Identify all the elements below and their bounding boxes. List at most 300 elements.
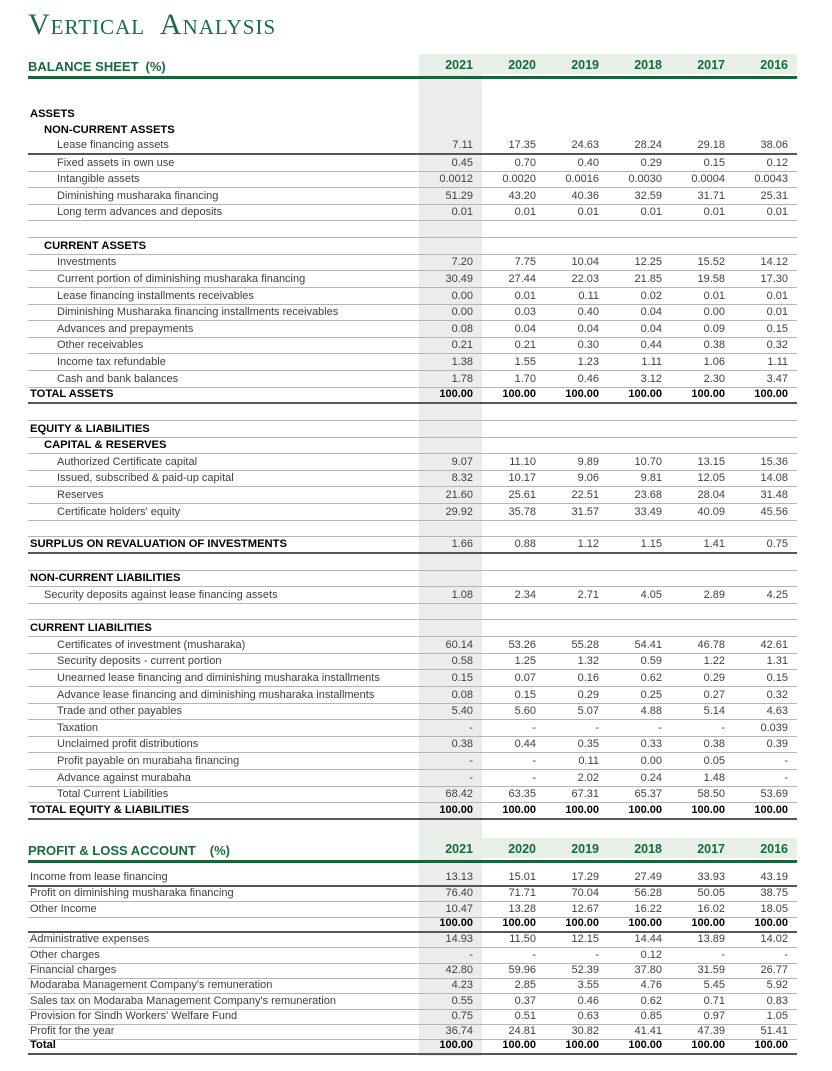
cell-value: 0.88 xyxy=(514,537,536,550)
cell-value: 100.00 xyxy=(565,917,599,930)
table-row xyxy=(28,948,797,963)
balance-sheet-header xyxy=(28,54,797,76)
cell-value: 3.47 xyxy=(766,372,788,385)
cell-value: 0.29 xyxy=(640,156,662,169)
profit-loss-header-rule xyxy=(28,860,797,863)
table-row xyxy=(28,454,797,471)
cell-value: - xyxy=(784,771,788,784)
cell-value: 100.00 xyxy=(628,388,662,401)
cell-value: 1.11 xyxy=(767,356,788,368)
row-label: Income from lease financing xyxy=(30,871,168,884)
cell-value: 19.58 xyxy=(697,272,725,285)
table-row xyxy=(28,238,797,255)
table-row xyxy=(28,654,797,671)
cell-value: - xyxy=(595,721,599,734)
row-label: Administrative expenses xyxy=(30,933,150,946)
row-label: Lease financing assets xyxy=(57,138,169,151)
cell-value: 0.75 xyxy=(766,537,788,550)
table-row xyxy=(28,1025,797,1040)
cell-value: 100.00 xyxy=(502,803,536,816)
cell-value: 0.40 xyxy=(577,156,599,169)
spacer-row xyxy=(28,221,797,238)
cell-value: - xyxy=(532,771,536,784)
cell-value: 3.12 xyxy=(640,372,662,385)
cell-value: 0.0004 xyxy=(691,173,725,186)
cell-value: 59.96 xyxy=(508,963,536,976)
table-row xyxy=(28,571,797,588)
cell-value: 1.38 xyxy=(451,356,473,368)
cell-value: 51.29 xyxy=(445,189,473,202)
cell-value: 11.10 xyxy=(509,455,536,468)
cell-value: 63.35 xyxy=(508,788,536,801)
cell-value: 0.11 xyxy=(578,289,599,302)
cell-value: 16.22 xyxy=(634,902,662,915)
cell-value: 1.06 xyxy=(703,356,725,368)
cell-value: 25.61 xyxy=(508,489,536,501)
cell-value: 1.22 xyxy=(703,655,725,668)
cell-value: 0.02 xyxy=(640,289,662,302)
cell-value: 28.04 xyxy=(697,489,725,501)
row-label: SURPLUS ON REVALUATION OF INVESTMENTS xyxy=(30,537,287,550)
cell-value: 40.09 xyxy=(697,505,725,518)
profit-loss-title xyxy=(28,843,419,858)
table-row xyxy=(28,338,797,355)
row-label: Lease financing installments receivables xyxy=(57,289,254,302)
cell-value: 0.63 xyxy=(577,1009,599,1022)
table-row xyxy=(28,770,797,787)
cell-value: 12.15 xyxy=(571,933,599,946)
cell-value: 8.32 xyxy=(451,472,473,485)
year-label: 2019 xyxy=(571,58,599,72)
cell-value: 58.50 xyxy=(697,788,725,801)
year-label: 2016 xyxy=(760,58,788,72)
spacer-row xyxy=(28,554,797,571)
cell-value: 21.85 xyxy=(634,272,662,285)
cell-value: 32.59 xyxy=(634,189,662,202)
cell-value: 100.00 xyxy=(691,388,725,401)
table-row xyxy=(28,354,797,371)
cell-value: 5.60 xyxy=(514,705,536,718)
cell-value: 9.89 xyxy=(577,455,599,468)
cell-value: 53.69 xyxy=(760,788,788,801)
cell-value: 4.88 xyxy=(640,705,662,718)
table-row xyxy=(28,753,797,770)
cell-value: 100.00 xyxy=(754,803,788,816)
cell-value: 0.37 xyxy=(514,994,536,1007)
cell-value: 0.01 xyxy=(766,289,788,302)
table-row xyxy=(28,537,797,554)
table-row xyxy=(28,122,797,139)
row-label: NON-CURRENT LIABILITIES xyxy=(30,572,181,585)
cell-value: 100.00 xyxy=(565,803,599,816)
row-label: Other charges xyxy=(30,948,100,961)
table-row xyxy=(28,1010,797,1025)
cell-value: 12.67 xyxy=(571,902,599,915)
cell-value: 0.70 xyxy=(514,156,536,169)
row-label: Current portion of diminishing musharaka financing xyxy=(57,272,306,285)
table-row xyxy=(28,105,797,122)
cell-value: 0.00 xyxy=(451,289,473,302)
profit-loss-heading: PROFIT & LOSS ACCOUNT xyxy=(28,842,196,858)
row-label: Security deposits against lease financing assets xyxy=(44,588,278,601)
spacer-row xyxy=(28,604,797,621)
cell-value: 0.44 xyxy=(640,339,662,352)
cell-value: - xyxy=(532,755,536,767)
row-label: Income tax refundable xyxy=(57,356,166,368)
row-label: Provision for Sindh Workers' Welfare Fund xyxy=(30,1009,238,1022)
cell-value: 100.00 xyxy=(439,1039,473,1052)
balance-sheet-heading: BALANCE SHEET xyxy=(28,59,139,74)
cell-value: 0.38 xyxy=(451,738,473,751)
cell-value: 0.08 xyxy=(451,322,473,335)
cell-value: 17.29 xyxy=(571,871,599,884)
cell-value: 0.01 xyxy=(640,206,662,219)
row-label: Certificates of investment (musharaka) xyxy=(57,638,246,651)
cell-value: 0.0020 xyxy=(502,173,536,186)
balance-sheet-year-header xyxy=(419,54,797,74)
cell-value: 0.83 xyxy=(766,994,788,1007)
row-label: TOTAL ASSETS xyxy=(30,388,114,401)
cell-value: 31.48 xyxy=(760,489,788,501)
row-label: Profit for the year xyxy=(30,1025,115,1038)
table-row xyxy=(28,803,797,820)
cell-value: 100.00 xyxy=(628,1039,662,1052)
cell-value: - xyxy=(532,721,536,734)
profit-loss-header xyxy=(28,838,797,860)
cell-value: 0.45 xyxy=(451,156,473,169)
cell-value: 1.05 xyxy=(766,1009,788,1022)
row-label: Certificate holders' equity xyxy=(57,505,181,518)
cell-value: 0.16 xyxy=(577,671,599,684)
cell-value: 0.05 xyxy=(703,755,725,767)
table-row xyxy=(28,737,797,754)
cell-value: 0.15 xyxy=(703,156,725,169)
cell-value: 53.26 xyxy=(508,638,536,651)
cell-value: 0.58 xyxy=(451,655,473,668)
row-label: Unclaimed profit distributions xyxy=(57,738,199,751)
cell-value: 2.02 xyxy=(577,771,599,784)
cell-value: 2.89 xyxy=(703,588,725,601)
cell-value: 0.0030 xyxy=(628,173,662,186)
cell-value: 0.40 xyxy=(577,306,599,319)
cell-value: 24.81 xyxy=(508,1025,536,1038)
cell-value: 29.92 xyxy=(445,505,473,518)
cell-value: 1.78 xyxy=(451,372,473,385)
cell-value: 0.59 xyxy=(640,655,662,668)
cell-value: 14.08 xyxy=(760,472,788,485)
cell-value: 24.63 xyxy=(571,138,599,151)
cell-value: 0.21 xyxy=(451,339,473,352)
cell-value: 30.82 xyxy=(571,1025,599,1038)
cell-value: 0.01 xyxy=(766,306,788,319)
profit-loss-year-header xyxy=(419,838,797,858)
table-row xyxy=(28,421,797,438)
cell-value: 46.78 xyxy=(697,638,725,651)
cell-value: 1.11 xyxy=(641,356,662,368)
cell-value: 100.00 xyxy=(754,917,788,930)
table-row xyxy=(28,288,797,305)
cell-value: 0.27 xyxy=(703,688,725,701)
table-row xyxy=(28,205,797,222)
cell-value: 0.04 xyxy=(640,322,662,335)
table-row xyxy=(28,918,797,933)
cell-value: - xyxy=(721,948,725,961)
cell-value: 33.93 xyxy=(697,871,725,884)
cell-value: 45.56 xyxy=(760,505,788,518)
cell-value: 76.40 xyxy=(445,887,473,900)
row-label: Financial charges xyxy=(30,963,117,976)
cell-value: 71.71 xyxy=(508,887,536,900)
cell-value: 2.30 xyxy=(703,372,725,385)
cell-value: 0.38 xyxy=(703,738,725,751)
year-label: 2017 xyxy=(697,841,725,856)
cell-value: 0.33 xyxy=(640,738,662,751)
cell-value: 0.00 xyxy=(703,306,725,319)
cell-value: 5.92 xyxy=(766,979,788,992)
cell-value: 0.12 xyxy=(766,156,788,169)
row-label: Trade and other payables xyxy=(57,705,182,718)
table-row xyxy=(28,787,797,804)
cell-value: 4.23 xyxy=(451,979,473,992)
spacer-row xyxy=(28,521,797,538)
cell-value: 22.03 xyxy=(571,272,599,285)
cell-value: 12.05 xyxy=(697,472,725,485)
cell-value: 23.68 xyxy=(634,489,662,501)
cell-value: 47.39 xyxy=(697,1025,725,1038)
table-row xyxy=(28,720,797,737)
cell-value: 0.01 xyxy=(514,289,536,302)
cell-value: 3.55 xyxy=(577,979,599,992)
table-row xyxy=(28,321,797,338)
table-row xyxy=(28,670,797,687)
cell-value: 12.25 xyxy=(634,256,662,269)
cell-value: 0.0012 xyxy=(439,173,473,186)
cell-value: 31.59 xyxy=(697,963,725,976)
row-label: Profit payable on murabaha financing xyxy=(57,755,240,767)
cell-value: 70.04 xyxy=(571,887,599,900)
cell-value: 100.00 xyxy=(565,388,599,401)
cell-value: 21.60 xyxy=(445,489,473,501)
cell-value: 10.04 xyxy=(571,256,599,269)
cell-value: 9.81 xyxy=(640,472,662,485)
cell-value: 0.46 xyxy=(577,994,599,1007)
cell-value: 28.24 xyxy=(634,138,662,151)
cell-value: - xyxy=(721,721,725,734)
cell-value: 0.29 xyxy=(703,671,725,684)
cell-value: 1.08 xyxy=(451,588,473,601)
cell-value: 17.35 xyxy=(508,138,536,151)
cell-value: 11.50 xyxy=(509,933,536,946)
row-label: Fixed assets in own use xyxy=(57,156,175,169)
cell-value: 4.05 xyxy=(640,588,662,601)
table-row xyxy=(28,994,797,1009)
cell-value: 0.01 xyxy=(703,206,725,219)
year-label: 2021 xyxy=(445,841,473,856)
row-label: Unearned lease financing and diminishing musharaka installments xyxy=(57,671,380,684)
cell-value: 42.61 xyxy=(760,638,788,651)
cell-value: 0.04 xyxy=(640,306,662,319)
table-row xyxy=(28,188,797,205)
row-label: CURRENT ASSETS xyxy=(44,239,147,252)
row-label: Long term advances and deposits xyxy=(57,206,223,219)
cell-value: 1.55 xyxy=(514,356,536,368)
cell-value: - xyxy=(469,771,473,784)
cell-value: 50.05 xyxy=(697,887,725,900)
cell-value: - xyxy=(532,948,536,961)
row-label: Intangible assets xyxy=(57,173,140,186)
table-row xyxy=(28,271,797,288)
cell-value: 0.44 xyxy=(514,738,536,751)
cell-value: 0.21 xyxy=(514,339,536,352)
cell-value: - xyxy=(469,721,473,734)
cell-value: 100.00 xyxy=(439,803,473,816)
table-row xyxy=(28,704,797,721)
cell-value: 9.06 xyxy=(577,472,599,485)
cell-value: 9.07 xyxy=(451,455,473,468)
cell-value: 0.01 xyxy=(514,206,536,219)
table-row xyxy=(28,964,797,979)
cell-value: 0.03 xyxy=(514,306,536,319)
cell-value: 68.42 xyxy=(445,788,473,801)
row-label: Sales tax on Modaraba Management Company's remuneration xyxy=(30,994,336,1007)
row-label: Taxation xyxy=(57,721,98,734)
cell-value: 60.14 xyxy=(445,638,473,651)
table-row xyxy=(28,138,797,155)
year-label: 2018 xyxy=(634,841,662,856)
table-row xyxy=(28,587,797,604)
table-row xyxy=(28,388,797,405)
row-label: Other receivables xyxy=(57,339,144,352)
table-row xyxy=(28,155,797,172)
cell-value: 0.09 xyxy=(703,322,725,335)
cell-value: 2.34 xyxy=(514,588,536,601)
cell-value: 0.07 xyxy=(514,671,536,684)
cell-value: 65.37 xyxy=(634,788,662,801)
year-label: 2021 xyxy=(445,58,473,72)
row-label: Other Income xyxy=(30,902,97,915)
cell-value: 43.19 xyxy=(760,871,788,884)
cell-value: 25.31 xyxy=(760,189,788,202)
cell-value: 30.49 xyxy=(445,272,473,285)
row-label: Diminishing Musharaka financing installments receivables xyxy=(57,306,339,319)
cell-value: 13.15 xyxy=(697,455,725,468)
cell-value: 37.80 xyxy=(634,963,662,976)
cell-value: 0.75 xyxy=(451,1009,473,1022)
row-label: Reserves xyxy=(57,489,104,501)
row-label: Advances and prepayments xyxy=(57,322,194,335)
table-row xyxy=(28,687,797,704)
cell-value: 100.00 xyxy=(439,388,473,401)
cell-value: 100.00 xyxy=(754,388,788,401)
row-label: Authorized Certificate capital xyxy=(57,455,198,468)
page-title: Vertical Analysis xyxy=(28,8,277,41)
cell-value: 43.20 xyxy=(508,189,536,202)
cell-value: 0.62 xyxy=(640,671,662,684)
cell-value: 27.49 xyxy=(634,871,662,884)
cell-value: 22.51 xyxy=(571,489,599,501)
cell-value: 100.00 xyxy=(628,917,662,930)
table-row xyxy=(28,438,797,455)
cell-value: 0.15 xyxy=(514,688,536,701)
cell-value: 1.66 xyxy=(451,537,473,550)
balance-sheet-header-rule xyxy=(28,76,797,79)
table-row xyxy=(28,1040,797,1055)
cell-value: 10.47 xyxy=(445,902,473,915)
cell-value: 38.75 xyxy=(760,887,788,900)
cell-value: 1.32 xyxy=(577,655,599,668)
row-label: Advance lease financing and diminishing musharaka installments xyxy=(57,688,375,701)
cell-value: 0.55 xyxy=(451,994,473,1007)
table-row xyxy=(28,255,797,272)
cell-value: 0.51 xyxy=(514,1009,536,1022)
cell-value: 0.04 xyxy=(577,322,599,335)
cell-value: 18.05 xyxy=(760,902,788,915)
cell-value: 41.41 xyxy=(634,1025,662,1038)
cell-value: 7.11 xyxy=(452,138,473,151)
cell-value: 0.29 xyxy=(577,688,599,701)
cell-value: 5.40 xyxy=(451,705,473,718)
cell-value: 10.17 xyxy=(508,472,536,485)
cell-value: 0.04 xyxy=(514,322,536,335)
balance-sheet-unit: (%) xyxy=(145,59,166,74)
cell-value: - xyxy=(469,948,473,961)
cell-value: 17.30 xyxy=(760,272,788,285)
cell-value: - xyxy=(658,721,662,734)
cell-value: 15.52 xyxy=(697,256,725,269)
cell-value: 10.70 xyxy=(634,455,662,468)
cell-value: 0.32 xyxy=(766,339,788,352)
row-label: CAPITAL & RESERVES xyxy=(44,439,167,452)
cell-value: 14.12 xyxy=(760,256,788,269)
cell-value: 100.00 xyxy=(439,917,473,930)
spacer-row xyxy=(28,404,797,421)
cell-value: 100.00 xyxy=(691,1039,725,1052)
cell-value: - xyxy=(469,755,473,767)
cell-value: 35.78 xyxy=(508,505,536,518)
cell-value: 0.39 xyxy=(766,738,788,751)
year-label: 2016 xyxy=(760,841,788,856)
cell-value: 0.15 xyxy=(766,322,788,335)
cell-value: 56.28 xyxy=(634,887,662,900)
table-row xyxy=(28,471,797,488)
table-row xyxy=(28,979,797,994)
cell-value: 13.28 xyxy=(508,902,536,915)
cell-value: 100.00 xyxy=(502,917,536,930)
year-label: 2019 xyxy=(571,841,599,856)
row-label: Total Current Liabilities xyxy=(57,788,169,801)
row-label: Modaraba Management Company's remuneration xyxy=(30,979,273,992)
cell-value: 0.00 xyxy=(640,755,662,767)
cell-value: 1.31 xyxy=(766,655,788,668)
cell-value: 5.07 xyxy=(577,705,599,718)
cell-value: 0.85 xyxy=(640,1009,662,1022)
cell-value: 1.12 xyxy=(577,537,599,550)
cell-value: 4.76 xyxy=(640,979,662,992)
cell-value: 0.15 xyxy=(451,671,473,684)
cell-value: 0.0016 xyxy=(565,173,599,186)
table-row xyxy=(28,504,797,521)
cell-value: 2.71 xyxy=(577,588,599,601)
cell-value: 13.13 xyxy=(445,871,473,884)
cell-value: 100.00 xyxy=(565,1039,599,1052)
cell-value: 0.01 xyxy=(766,206,788,219)
cell-value: 0.11 xyxy=(578,755,599,767)
cell-value: 0.24 xyxy=(640,771,662,784)
cell-value: 0.08 xyxy=(451,688,473,701)
table-row xyxy=(28,487,797,504)
cell-value: 26.77 xyxy=(760,963,788,976)
year-label: 2017 xyxy=(697,58,725,72)
